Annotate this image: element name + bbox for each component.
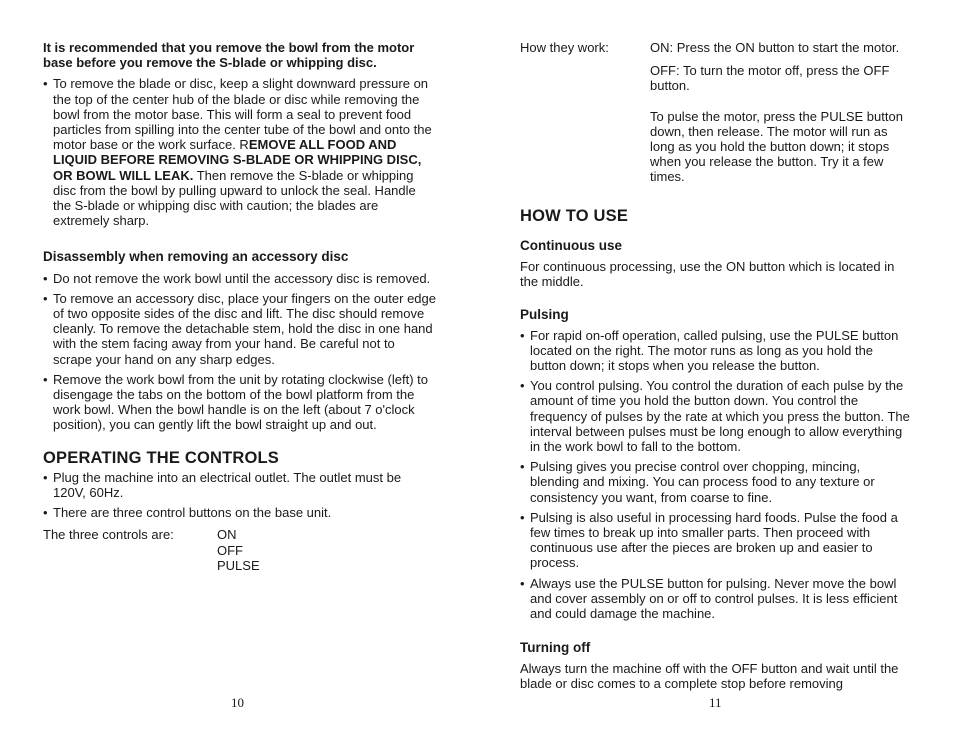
- control-on: ON: [217, 527, 237, 543]
- removal-list: [43, 76, 436, 228]
- how-off: OFF: To turn the motor off, press the OFF button.: [650, 63, 890, 94]
- controls-values: [217, 527, 260, 573]
- disassembly-list: [43, 271, 436, 433]
- removal-text-1: To remove the blade or disc, keep a slight downward pressure on the top of the center hub of the blade or disc while removing the bowl from the motor base. This will form a seal to prevent food particles from spilling into the center tube of the bowl and onto the motor base or the work surface. R: [53, 76, 432, 153]
- list-item: • You control pulsing. You control the duration of each pulse by the amount of time you hold the button down. You control the frequency of pulses by the rate at which you press the button. The interval between pulses must be long enough to allow everything in the work bowl to fall to the bottom.: [520, 378, 912, 454]
- page-number-left: 10: [231, 695, 244, 710]
- howto-heading: HOW TO USE: [520, 206, 629, 225]
- controls-table: [43, 527, 436, 573]
- how-text: [650, 40, 912, 193]
- pulsing-list: [520, 328, 912, 622]
- how-label: How they work:: [520, 40, 609, 55]
- list-item: • Always use the PULSE button for pulsing. Never move the bowl and cover assembly on or off to control pulses. It is less efficient and could damage the machine.: [520, 576, 912, 622]
- page-number-right: 11: [709, 695, 722, 710]
- turning-off-heading: Turning off: [520, 640, 591, 656]
- intro-paragraph: It is recommended that you remove the bowl from the motor base before you remove the S-blade or whipping disc.: [43, 40, 415, 71]
- list-item: • For rapid on-off operation, called pulsing, use the PULSE button located on the right. The motor runs as long as you hold the button down; it stops when you release the button.: [520, 328, 912, 374]
- operating-heading: OPERATING THE CONTROLS: [43, 448, 280, 467]
- list-item: • Pulsing gives you precise control over chopping, mincing, blending and mixing. You can process food to any texture or consistency you want, from coarse to fine.: [520, 459, 912, 505]
- control-off: OFF: [217, 542, 243, 558]
- removal-warning: EMOVE ALL FOOD AND LIQUID BEFORE REMOVING S-BLADE OR WHIPPING DISC, OR BOWL WILL LEAK.: [53, 137, 422, 183]
- list-item: • To remove an accessory disc, place your fingers on the outer edge of two opposite sides of the disc and lift. The disc should remove cleanly. To remove the detachable stem, hold the disc in one hand with the stem facing away from your hand. Be careful not to scrape your hand on any sharp edges.: [43, 291, 436, 367]
- list-item: • Plug the machine into an electrical outlet. The outlet must be 120V, 60Hz.: [43, 470, 436, 500]
- right-page: [520, 40, 912, 691]
- left-page: [43, 40, 436, 573]
- controls-label: The three controls are:: [43, 527, 174, 543]
- how-pulse: To pulse the motor, press the PULSE button down, then release. The motor will run as long as you hold the button down; it stops when you release the button. Try it a few times.: [650, 108, 903, 185]
- how-they-work: [520, 40, 912, 193]
- list-item: [43, 76, 436, 228]
- disassembly-heading: Disassembly when removing an accessory disc: [43, 249, 349, 265]
- removal-text-2: Then remove the S-blade or whipping disc from the bowl by pulling upward to unlock the seal. Handle the S-blade or whipping disc with caution; the blades are extremely sharp.: [53, 167, 416, 229]
- list-item: • Pulsing is also useful in processing hard foods. Pulse the food a few times to break up into smaller parts. Then proceed with continuous use after the pieces are broken up and easier to process.: [520, 510, 912, 571]
- how-on: ON: Press the ON button to start the motor.: [650, 40, 900, 55]
- continuous-heading: Continuous use: [520, 237, 622, 253]
- list-item: • Remove the work bowl from the unit by rotating clockwise (left) to disengage the tabs on the bottom of the bowl platform from the work bowl. When the bowl handle is on the left (about 7 o'clock position), you can gently lift the bowl straight up and out.: [43, 372, 436, 433]
- continuous-text: For continuous processing, use the ON button which is located in the middle.: [520, 259, 895, 290]
- pulsing-heading: Pulsing: [520, 307, 569, 323]
- list-item: • Do not remove the work bowl until the accessory disc is removed.: [43, 271, 436, 286]
- list-item: • There are three control buttons on the base unit.: [43, 505, 436, 520]
- operating-list: [43, 470, 436, 521]
- control-pulse: PULSE: [217, 557, 260, 573]
- turning-off-text: Always turn the machine off with the OFF button and wait until the blade or disc comes to a complete stop before removing: [520, 660, 899, 691]
